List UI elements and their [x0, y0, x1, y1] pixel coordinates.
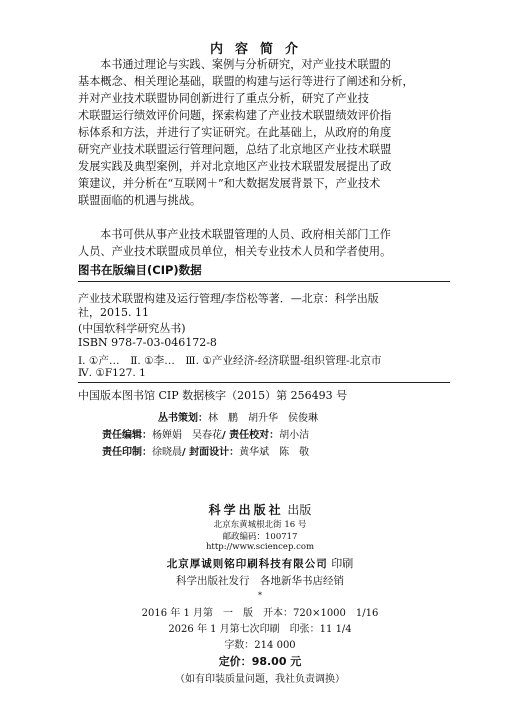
abstract-line: 人员、产业技术联盟成员单位，相关专业技术人员和学者使用。 — [78, 245, 392, 258]
cip-line: (中国软科学研究丛书) — [78, 322, 186, 335]
cip-line: Ⅰ. ①产… Ⅱ. ①李… Ⅲ. ①产业经济-经济联盟-组织管理-北京市 — [78, 355, 382, 367]
separator-star: * — [258, 591, 262, 600]
print-credit — [102, 443, 309, 458]
distribution-line: 科学出版社发行 各地新华书店经销 — [176, 575, 344, 587]
price-line — [0, 653, 520, 669]
cip-line: Ⅳ. ①F127. 1 — [78, 367, 150, 379]
publisher-address: 北京东黄城根北街 16 号 — [213, 520, 307, 530]
abstract-line: 联盟面临的机遇与挑战。 — [78, 194, 202, 207]
abstract-line: 标体系和方法，并进行了实证研究。在此基础上，从政府的角度 — [78, 126, 392, 139]
edition-reprint: 2026 年 1 月第七次印刷 印张：11 1/4 — [168, 624, 352, 635]
abstract-line: 基本概念、相关理论基础，联盟的构建与运行等进行了阐述和分析， — [78, 75, 414, 88]
print-names: 徐晓晨 — [152, 447, 182, 458]
price-label: 定价： — [218, 655, 252, 668]
design-names: 黄华斌 陈 敬 — [239, 447, 310, 458]
abstract-paragraph-2 — [78, 226, 450, 260]
print-label: 责任印制： — [102, 447, 152, 458]
edition-first: 2016 年 1 月第 一 版 开本：720×1000 1/16 — [141, 608, 379, 619]
abstract-line: 发展实践及典型案例，并对北京地区产业技术联盟发展提出了政 — [78, 160, 392, 173]
proofread-names: 胡小洁 — [279, 430, 310, 441]
cip-line: 社，2015. 11 — [78, 306, 149, 319]
publisher-line — [0, 501, 520, 518]
series-planning-credit — [158, 409, 318, 424]
price-value: 98.00 元 — [251, 655, 302, 668]
publisher-name: 科学出版社 — [208, 503, 284, 517]
publisher-suffix: 出版 — [287, 503, 312, 517]
word-count: 字数：214 000 — [224, 640, 296, 651]
abstract-paragraph-1 — [78, 56, 450, 209]
abstract-line: 研究产业技术联盟运行管理问题，总结了北京地区产业技术联盟 — [78, 143, 392, 156]
proofread-label: / 责任校对： — [222, 430, 280, 441]
cip-line: 产业技术联盟构建及运行管理/李岱松等著．—北京：科学出版 — [78, 292, 379, 305]
cip-top-rule — [78, 281, 450, 282]
quality-guarantee: （如有印装质量问题，我社负责调换） — [175, 674, 345, 685]
abstract-line: 本书通过理论与实践、案例与分析研究，对产业技术联盟的 — [100, 58, 391, 71]
design-label: / 封面设计： — [182, 447, 240, 458]
abstract-title: 内容简介 — [209, 42, 310, 57]
cip-line: ISBN 978-7-03-046172-8 — [78, 336, 217, 349]
printer-name: 北京厚诚则铭印刷科技有限公司 — [166, 558, 328, 570]
abstract-line: 本书可供从事产业技术联盟管理的人员、政府相关部门工作 — [100, 228, 391, 241]
series-planning-label: 丛书策划： — [158, 413, 208, 424]
editor-label: 责任编辑： — [102, 430, 152, 441]
cip-title: 图书在版编目(CIP)数据 — [78, 263, 202, 277]
printer-line — [0, 555, 520, 571]
cip-verification: 中国版本图书馆 CIP 数据核字（2015）第 256493 号 — [78, 389, 348, 402]
editor-names: 杨婵娟 吴春花 — [152, 430, 222, 441]
printer-suffix: 印刷 — [331, 557, 354, 570]
editor-credit — [102, 426, 309, 441]
cip-bottom-rule — [78, 382, 450, 383]
abstract-line: 术联盟运行绩效评价问题，探索构建了产业技术联盟绩效评价指 — [78, 109, 392, 122]
publisher-postcode: 邮政编码：100717 — [222, 532, 298, 542]
abstract-line: 并对产业技术联盟协同创新进行了重点分析，研究了产业技 — [78, 92, 369, 105]
abstract-line: 策建议，并分析在“互联网＋”和大数据发展背景下，产业技术 — [78, 177, 381, 190]
publisher-website: http://www.sciencep.com — [205, 542, 315, 552]
series-planning-names: 林 鹏 胡升华 侯俊琳 — [208, 413, 318, 424]
